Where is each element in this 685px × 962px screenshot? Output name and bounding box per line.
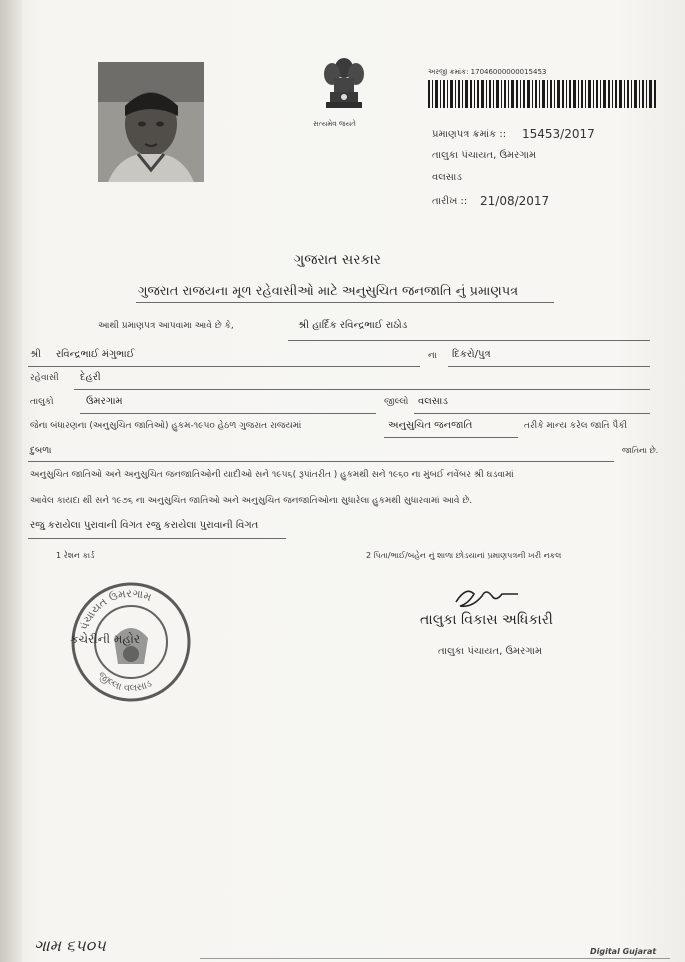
officer-signature <box>452 584 522 612</box>
relation: દિકરો/પુત્ર <box>452 349 491 360</box>
paragraph-line-2: આવેલ કાયદા થી સને ૧૯૭૬ ના અનુસુચિત જાતિઓ અને અનુસુચિત જનજાતિઓના સુધારેલા હુકમથી સુધારવામાં આવે છે. <box>30 496 473 506</box>
relation-prefix: ના <box>428 351 437 361</box>
recognized-text: તરીકે માન્ય કરેલ જાતિ પૈકી <box>524 421 628 431</box>
relation-line <box>448 366 650 367</box>
parent-name-line <box>28 366 420 367</box>
footer-line <box>200 958 670 959</box>
applicant-photo <box>98 62 204 182</box>
paragraph-line-1: અનુસુચિત જાતિઓ અને અનુસુચિત જનજાતિઓની યાદીઓ સને ૧૯૫૬( રૂપાંતરીત ) હુકમથી સને ૧૯૬૦ ના મુંબઈ નવેંબર શ્રી ઘડવામાં <box>30 470 514 480</box>
seal-ring-top: પંચાયત ઉમરગામ <box>77 586 154 632</box>
tribe-value: દુબળા <box>30 446 52 456</box>
evidence-item-2: 2 પિતા/ભાઈ/બહેન નું શાળા છોડયાનાં પ્રમાણપત્રની ખરી નકલ <box>366 551 562 560</box>
resident-line <box>74 389 650 390</box>
taluka-line <box>80 413 376 414</box>
applicant-name-line <box>288 340 650 341</box>
evidence-item-1: 1 રેશન કાર્ડ <box>56 551 95 560</box>
scan-shadow <box>0 0 22 962</box>
emblem-motto: સત્યમેવ જયતે <box>313 120 356 128</box>
tribe-suffix: જાતિના છે. <box>622 446 659 455</box>
district-value: વલસાડ <box>418 396 448 407</box>
barcode <box>428 80 658 108</box>
seal-ring-bottom: જીલ્લા વલસાડ <box>95 669 154 695</box>
application-number: અરજી ક્રમાંક: 17046000000015453 <box>428 68 547 76</box>
svg-text:જીલ્લા વલસાડ <box>96 670 155 694</box>
tribe-line <box>28 461 614 462</box>
national-emblem-icon <box>316 50 372 130</box>
date-label: તારીખ :: <box>432 196 468 207</box>
district-line <box>414 413 650 414</box>
resident-value: દેહરી <box>80 372 101 383</box>
category-value: અનુસુચિત જનજાતિ <box>388 420 473 431</box>
issuing-office: તાલુકા પંચાયત, ઉમરગામ <box>432 150 537 161</box>
taluka-value: ઉમરગામ <box>86 396 123 407</box>
issuing-district: વલસાડ <box>432 172 462 183</box>
taluka-label: તાલુકો <box>30 397 54 407</box>
parent-name: રવિન્દ્રભાઈ મંગુભાઈ <box>56 349 135 360</box>
constitution-statement: જેના બંધારણના (અનુસુચિત જાતિઓ) હુકમ-૧૯૫૦ હેઠળ ગુજરાત રાજયમાં <box>30 421 302 431</box>
resident-label: રહેવાસી <box>30 373 59 383</box>
district-label: જીલ્લો <box>384 397 409 407</box>
issue-date: 21/08/2017 <box>480 194 550 208</box>
evidence-heading-underline <box>28 538 286 539</box>
parent-prefix: શ્રી <box>30 349 42 360</box>
certificate-title: ગુજરાત રાજયના મૂળ રહેવાસીઓ માટે અનુસુચિત જનજાતિ નું પ્રમાણપત્ર <box>138 284 519 299</box>
applicant-name: શ્રી હાર્દિક રવિન્દ્રભાઈ રાઠોડ <box>298 320 408 331</box>
title-underline <box>136 302 554 303</box>
certificate-number: 15453/2017 <box>522 127 595 141</box>
certificate-number-label: પ્રમાણપત્ર ક્રમાંક :: <box>432 129 507 140</box>
digital-gujarat-watermark: Digital Gujarat <box>590 947 657 956</box>
category-line <box>384 437 518 438</box>
officer-office: તાલુકા પંચાયત, ઉમરગામ <box>438 646 543 657</box>
issue-statement: આથી પ્રમાણપત્ર આપવામા આવે છે કે, <box>98 321 234 331</box>
handwritten-note: ગામ ૬૫૦૫ <box>34 936 106 955</box>
officer-title: તાલુકા વિકાસ અધિકારી <box>420 612 553 628</box>
seal-center-text: કચેરીની મહોર <box>70 632 141 646</box>
government-title: ગુજરાત સરકાર <box>294 252 381 268</box>
evidence-heading: રજુ કરાયેલા પુરાવાની વિગત રજુ કરાયેલા પુરાવાની વિગત <box>30 520 259 531</box>
